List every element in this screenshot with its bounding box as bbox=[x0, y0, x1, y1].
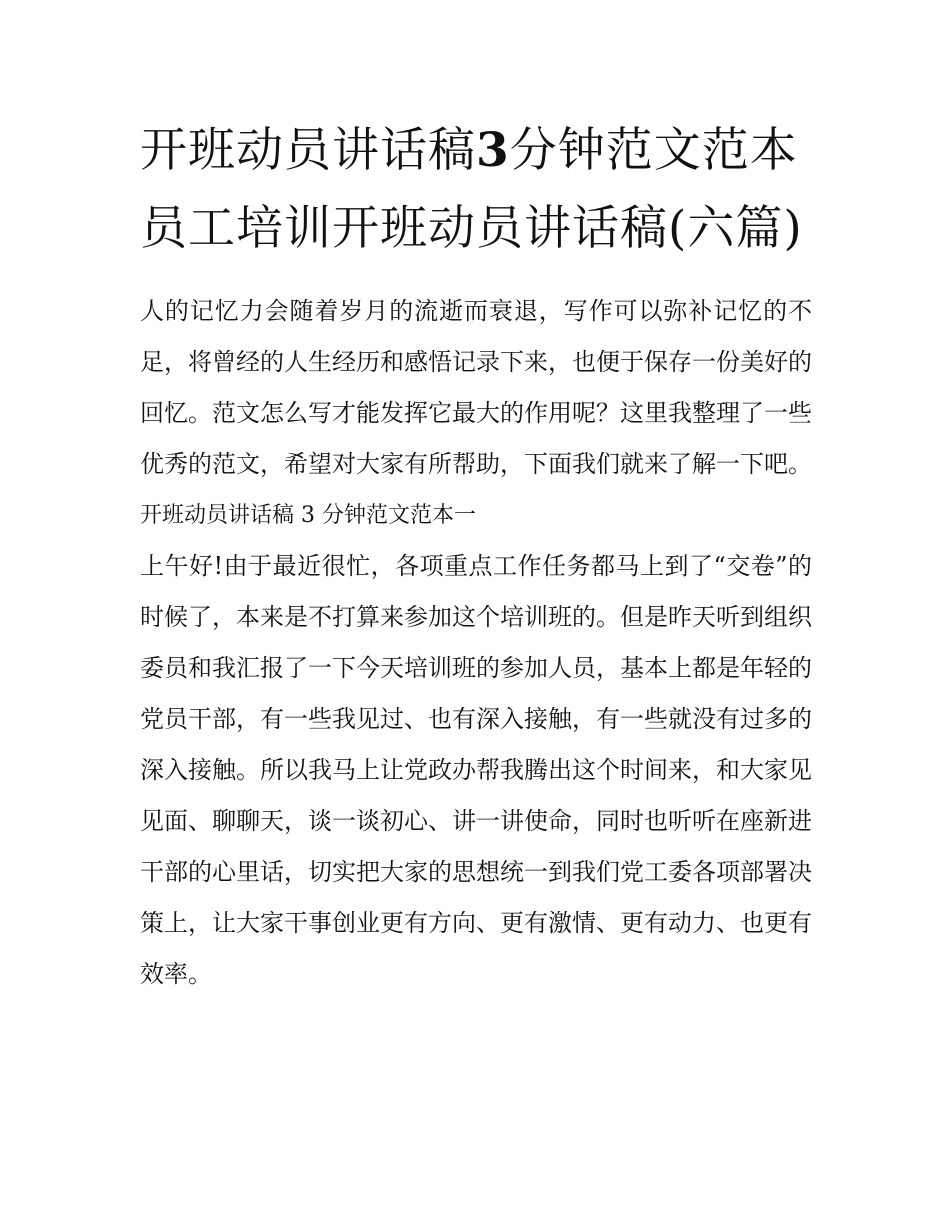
section-paragraph: 上午好!由于最近很忙，各项重点工作任务都马上到了“交卷”的时候了，本来是不打算来参加这个培训班的。但是昨天听到组织委员和我汇报了一下今天培训班的参加人员，基本上都是年轻的党员干部，有一些我见过、也有深入接触，有一些就没有过多的深入接触。所以我马上让党政办帮我腾出这个时间来，和大家见见面、聊聊天，谈一谈初心、讲一讲使命，同时也听听在座新进干部的心里话，切实把大家的思想统一到我们党工委各项部署决策上，让大家干事创业更有方向、更有激情、更有动力、也更有效率。 bbox=[140, 552, 812, 988]
section-heading: 开班动员讲话稿 3 分钟范文范本一 bbox=[140, 503, 476, 528]
title-text-part2: 分钟范文范本 员工培训开班动员讲话稿(六篇) bbox=[140, 123, 803, 256]
document-page bbox=[140, 112, 812, 1000]
document-title bbox=[140, 112, 812, 268]
document-body bbox=[140, 286, 812, 1000]
title-number: 3 bbox=[476, 123, 510, 178]
title-text-part1: 开班动员讲话稿 bbox=[140, 123, 476, 178]
intro-paragraph: 人的记忆力会随着岁月的流逝而衰退，写作可以弥补记忆的不足，将曾经的人生经历和感悟记录下来，也便于保存一份美好的回忆。范文怎么写才能发挥它最大的作用呢？这里我整理了一些优秀的范文，希望对大家有所帮助，下面我们就来了解一下吧。 bbox=[140, 297, 812, 478]
